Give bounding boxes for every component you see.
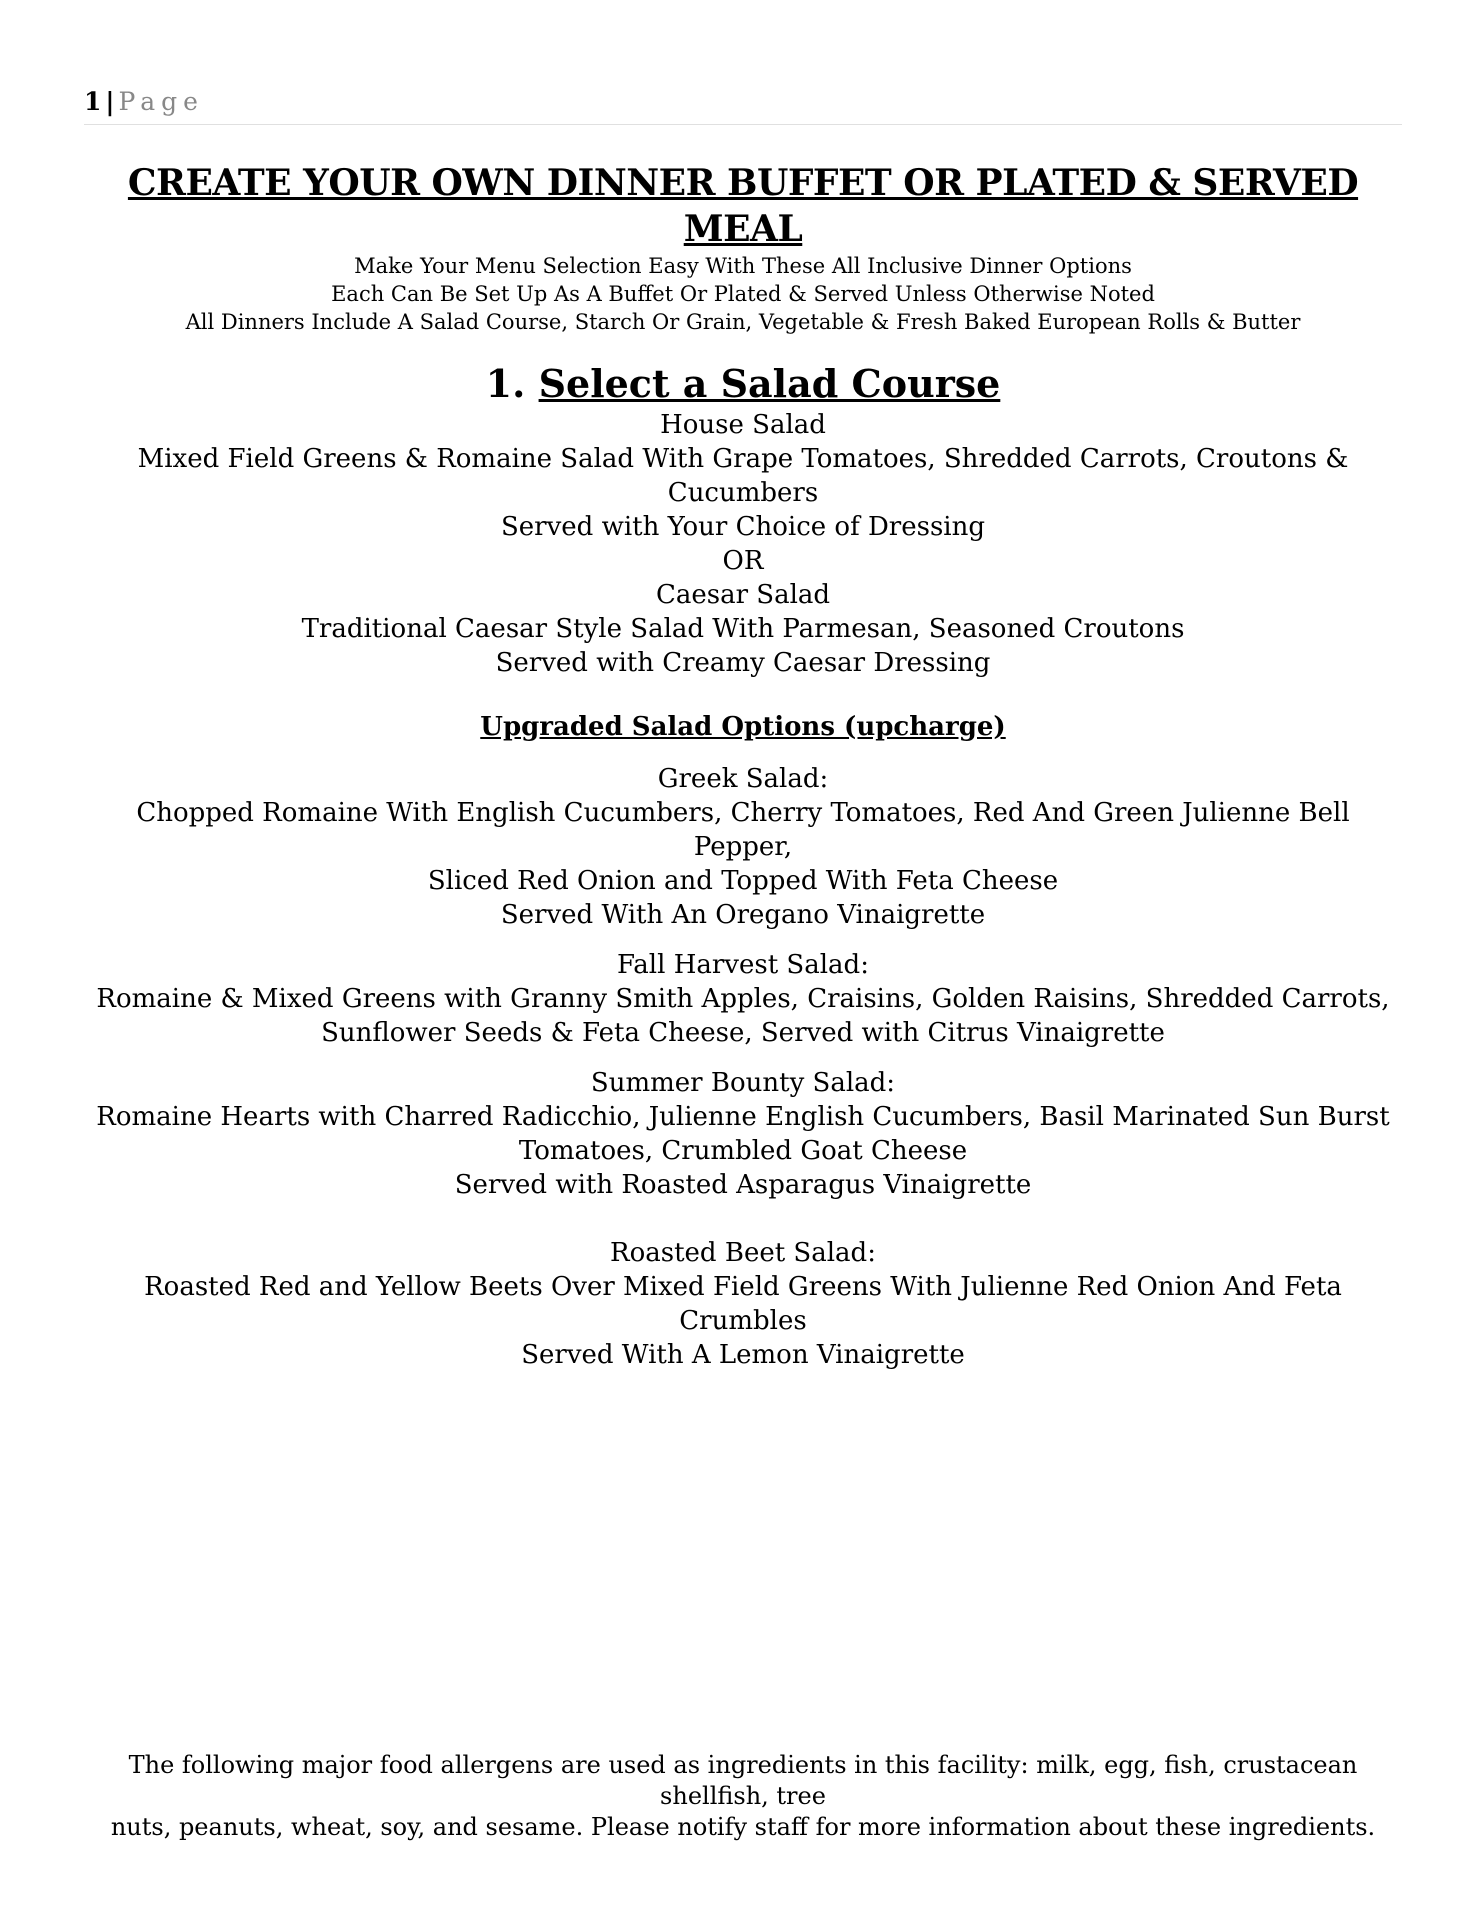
summer-salad-name: Summer Bounty Salad: xyxy=(590,1068,896,1098)
house-salad-name: House Salad xyxy=(660,410,826,440)
beet-salad-dressing: Served With A Lemon Vinaigrette xyxy=(521,1340,965,1370)
section-title xyxy=(84,360,1402,408)
spacer xyxy=(84,1202,1402,1236)
roasted-beet-salad xyxy=(84,1236,1402,1372)
allergen-notice-line-1: The following major food allergens are used as ingredients in this facility: milk, egg, fish, crustacean shellfish, tree xyxy=(128,1751,1358,1810)
house-salad-dressing: Served with Your Choice of Dressing xyxy=(500,512,986,542)
caesar-salad-name: Caesar Salad xyxy=(655,580,831,610)
spacer xyxy=(84,1050,1402,1066)
house-salad xyxy=(84,408,1402,544)
greek-salad-line-1: Chopped Romaine With English Cucumbers, Cherry Tomatoes, Red And Green Julienne Bell Pepper, xyxy=(136,798,1350,862)
summer-salad-dressing: Served with Roasted Asparagus Vinaigrette xyxy=(454,1170,1032,1200)
page-number: 1 xyxy=(84,87,102,116)
allergen-notice xyxy=(84,1750,1402,1843)
intro-line-1: Make Your Menu Selection Easy With These All Inclusive Dinner Options xyxy=(354,254,1132,278)
beet-salad-name: Roasted Beet Salad: xyxy=(610,1238,876,1268)
greek-salad-line-2: Sliced Red Onion and Topped With Feta Cheese xyxy=(427,866,1059,896)
or-divider: OR xyxy=(722,546,764,576)
summer-bounty-salad xyxy=(84,1066,1402,1202)
menu-content xyxy=(84,160,1402,1372)
caesar-salad xyxy=(84,578,1402,680)
page-word: Page xyxy=(118,87,204,116)
caesar-salad-dressing: Served with Creamy Caesar Dressing xyxy=(495,648,991,678)
caesar-salad-description: Traditional Caesar Style Salad With Parmesan, Seasoned Croutons xyxy=(301,614,1185,644)
section-title-text: Select a Salad Course xyxy=(538,361,1001,406)
intro-line-2: Each Can Be Set Up As A Buffet Or Plated & Served Unless Otherwise Noted xyxy=(331,282,1155,306)
page-separator: | xyxy=(105,87,115,116)
house-salad-description: Mixed Field Greens & Romaine Salad With Grape Tomatoes, Shredded Carrots, Croutons & Cucumbers xyxy=(137,444,1349,508)
fall-salad-line-1: Romaine & Mixed Greens with Granny Smith Apples, Craisins, Golden Raisins, Shredded Carrots, xyxy=(96,984,1390,1014)
beet-salad-line-1: Roasted Red and Yellow Beets Over Mixed Field Greens With Julienne Red Onion And Feta Crumbles xyxy=(144,1272,1342,1336)
fall-harvest-salad xyxy=(84,948,1402,1050)
allergen-notice-line-2: nuts, peanuts, wheat, soy, and sesame. Please notify staff for more information about these ingredients. xyxy=(110,1813,1376,1841)
summer-salad-line-1: Romaine Hearts with Charred Radicchio, Julienne English Cucumbers, Basil Marinated Sun Burst xyxy=(96,1102,1390,1132)
spacer xyxy=(84,932,1402,948)
greek-salad-dressing: Served With An Oregano Vinaigrette xyxy=(500,900,986,930)
page-title: CREATE YOUR OWN DINNER BUFFET OR PLATED & SERVED MEAL xyxy=(127,162,1359,250)
section-number: 1. xyxy=(485,361,526,406)
summer-salad-line-2: Tomatoes, Crumbled Goat Cheese xyxy=(518,1136,968,1166)
greek-salad-name: Greek Salad: xyxy=(657,764,829,794)
page-header xyxy=(84,86,1402,125)
fall-salad-name: Fall Harvest Salad: xyxy=(617,950,869,980)
intro-line-3: All Dinners Include A Salad Course, Starch Or Grain, Vegetable & Fresh Baked European Rolls & Butter xyxy=(185,310,1301,334)
upgraded-options-heading: Upgraded Salad Options (upcharge) xyxy=(480,712,1006,742)
fall-salad-line-2: Sunflower Seeds & Feta Cheese, Served with Citrus Vinaigrette xyxy=(321,1018,1165,1048)
greek-salad xyxy=(84,762,1402,932)
